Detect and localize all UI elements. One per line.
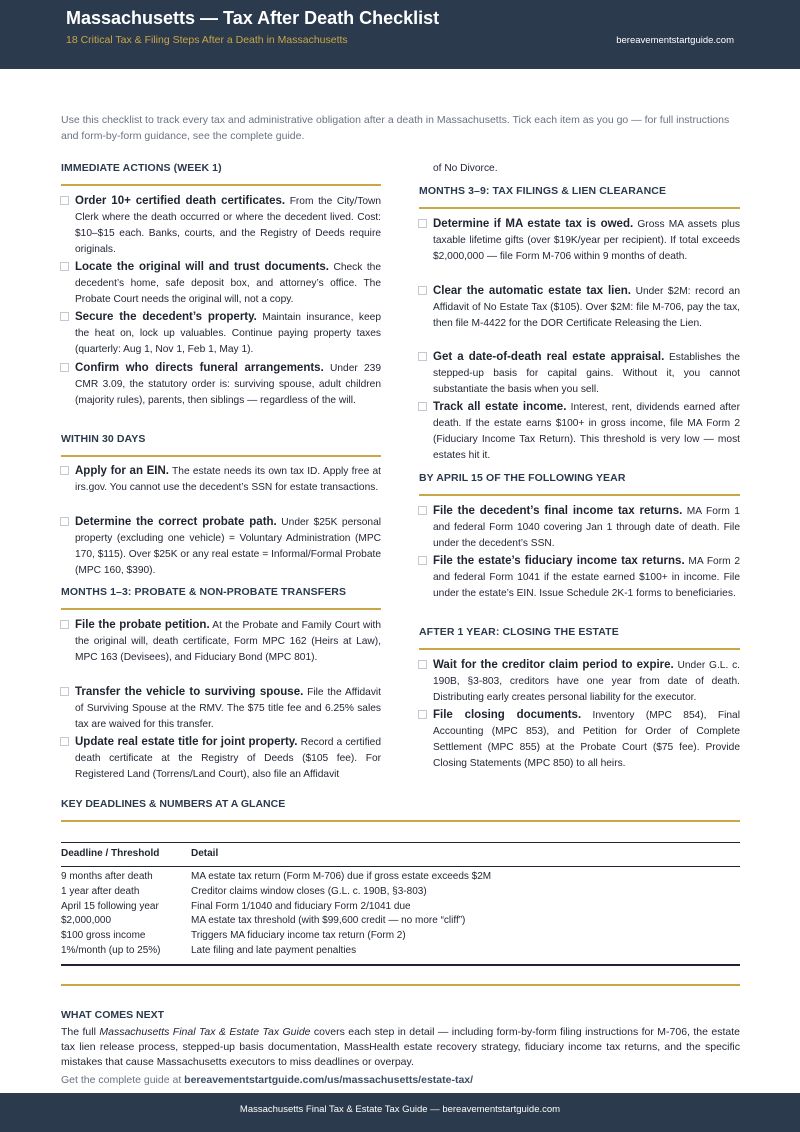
checklist-item <box>75 463 381 496</box>
item-lead: Apply for an EIN. <box>75 465 169 477</box>
table-cell: 1 year after death <box>61 885 140 897</box>
intro-text: Use this checklist to track every tax and administrative obligation after a death in Massachusetts. Tick each item as you go — for full instructions and form-by-form guidance, see the complete guide. <box>61 114 730 142</box>
table-row <box>61 871 740 886</box>
checkbox[interactable] <box>60 363 69 372</box>
checklist-item <box>433 707 740 772</box>
checklist-item <box>75 684 381 733</box>
item-text: Under $25K personal property (excluding one vehicle) = Voluntary Administration (MPC 170, $115). Over $25K or any real estate = Informal/Formal Probate (MPC 160, $390). <box>75 517 382 576</box>
checklist-item <box>433 657 740 706</box>
body-text: covers each step in detail — including form-by-form filing instructions for M-706, the estate tax lien release process, stepped-up basis documentation, MassHealth estate recovery strategy, fiduciary income tax returns, and the specific mistakes that cause Massachusetts executors to miss deadlines or overpay. <box>61 1026 740 1068</box>
table-cell: April 15 following year <box>61 900 159 912</box>
checkbox[interactable] <box>60 466 69 475</box>
checkbox[interactable] <box>60 196 69 205</box>
checklist-item <box>433 349 740 398</box>
section-rule <box>61 820 740 822</box>
section-rule <box>419 648 740 650</box>
item-text: At the Probate and Family Court with the original will, death certificate, Form MPC 162 (Heirs at Law), MPC 163 (Devisees), and Fiduciary Bond (MPC 801). <box>75 620 381 663</box>
section-heading-within30: WITHIN 30 DAYS <box>61 433 146 445</box>
checkbox[interactable] <box>60 262 69 271</box>
checkbox[interactable] <box>60 687 69 696</box>
table-cell: 1%/month (up to 25%) <box>61 944 161 956</box>
checklist-item <box>75 734 381 783</box>
item-lead: Transfer the vehicle to surviving spouse. <box>75 686 304 698</box>
section-rule <box>419 494 740 496</box>
guide-link-line <box>61 1074 473 1086</box>
item-lead: Locate the original will and trust documents. <box>75 261 329 273</box>
checkbox[interactable] <box>418 506 427 515</box>
checkbox[interactable] <box>60 517 69 526</box>
table-cell: $2,000,000 <box>61 915 112 927</box>
section-heading-after1: AFTER 1 YEAR: CLOSING THE ESTATE <box>419 626 619 638</box>
checkbox[interactable] <box>418 286 427 295</box>
item-lead: Get a date-of-death real estate appraisal. <box>433 351 665 363</box>
checklist-item <box>75 309 381 358</box>
checkbox[interactable] <box>60 312 69 321</box>
item-text: Gross MA assets plus taxable lifetime gifts (over $19K/year per recipient). If total exceeds $2,000,000 — file Form M-706 within 9 months of death. <box>433 219 741 262</box>
checklist-item <box>433 553 740 602</box>
item-text: Inventory (MPC 854), Final Accounting (MPC 853), and Petition for Order of Complete Settlement (MPC 855) at the Probate Court ($75 fee). Provide Closing Statements (MPC 850) to all heirs. <box>433 710 740 769</box>
section-heading-immediate: IMMEDIATE ACTIONS (WEEK 1) <box>61 162 222 174</box>
item-text: Under $2M: record an Affidavit of No Estate Tax ($105). Over $2M: file M-706, pay the tax, then file M-4422 for the DOR Certificate Releasing the Lien. <box>433 286 740 329</box>
deadlines-table <box>61 842 740 966</box>
checkbox[interactable] <box>418 660 427 669</box>
item-lead: File closing documents. <box>433 709 582 721</box>
page-header <box>0 0 800 69</box>
item-text: Maintain insurance, keep the heat on, lock up valuables. Continue paying property taxes (quarterly: Aug 1, Nov 1, Feb 1, May 1). <box>75 312 381 355</box>
item-lead: Secure the decedent’s property. <box>75 311 257 323</box>
section-rule <box>61 184 381 186</box>
checkbox[interactable] <box>418 219 427 228</box>
checklist-item <box>433 399 740 464</box>
item-text: File the Affidavit of Surviving Spouse at the RMV. The $75 title fee and 6.25% sales tax are waived for this transfer. <box>75 687 382 730</box>
item-continuation: of No Divorce. <box>433 163 498 174</box>
page-title: Massachusetts — Tax After Death Checklist <box>66 8 440 28</box>
item-lead: Wait for the creditor claim period to expire. <box>433 659 674 671</box>
item-text: Establishes the stepped-up basis for capital gains. Without it, you cannot substantiate the basis when you sell. <box>433 352 740 395</box>
section-rule <box>61 608 381 610</box>
table-cell: 9 months after death <box>61 871 153 882</box>
table-row <box>61 886 740 901</box>
table-cell: Final Form 1/1040 and fiduciary Form 2/1041 due <box>191 900 411 912</box>
item-lead: File the decedent’s final income tax returns. <box>433 505 683 517</box>
table-cell: MA estate tax threshold (with $99,600 credit — no more “cliff”) <box>191 915 466 927</box>
site-name: bereavementstartguide.com <box>616 35 734 46</box>
checklist-item <box>433 503 740 552</box>
table-cell: Triggers MA fiduciary income tax return (Form 2) <box>191 930 406 942</box>
item-text: MA Form 1 and federal Form 1040 covering Jan 1 through date of death. File under the decedent’s SSN. <box>433 506 740 549</box>
checklist-item <box>75 193 381 258</box>
link-prefix: Get the complete guide at <box>61 1074 185 1086</box>
column-header: Deadline / Threshold <box>61 848 160 859</box>
section-rule <box>61 455 381 457</box>
item-lead: File the probate petition. <box>75 619 210 631</box>
checklist-item <box>75 259 381 308</box>
key-deadlines-heading: KEY DEADLINES & NUMBERS AT A GLANCE <box>61 798 286 810</box>
item-lead: Determine the correct probate path. <box>75 516 277 528</box>
section-heading-april15: BY APRIL 15 OF THE FOLLOWING YEAR <box>419 472 626 484</box>
section-rule <box>61 984 740 986</box>
table-cell: Late filing and late payment penalties <box>191 944 357 956</box>
guide-link[interactable]: bereavementstartguide.com/us/massachusetts/estate-tax/ <box>184 1074 474 1086</box>
checkbox[interactable] <box>418 352 427 361</box>
what-comes-next-heading: WHAT COMES NEXT <box>61 1009 165 1021</box>
item-lead: Clear the automatic estate tax lien. <box>433 285 631 297</box>
table-cell: MA estate tax return (Form M-706) due if gross estate exceeds $2M <box>191 871 492 882</box>
section-heading-months39: MONTHS 3–9: TAX FILINGS & LIEN CLEARANCE <box>419 185 667 197</box>
section-heading-months13: MONTHS 1–3: PROBATE & NON-PROBATE TRANSFERS <box>61 586 347 598</box>
item-text: MA Form 2 and federal Form 1041 if the estate earned $100+ in income. File under the estate’s EIN. Issue Schedule 2K-1 forms to beneficiaries. <box>433 556 740 599</box>
checklist-item <box>75 617 381 666</box>
checkbox[interactable] <box>418 556 427 565</box>
item-text: Under G.L. c. 190B, §3-803, creditors have one year from date of death. Distributing early creates personal liability for the executor. <box>433 660 740 703</box>
table-cell: $100 gross income <box>61 930 146 942</box>
checklist-item <box>433 216 740 265</box>
what-comes-next-body <box>61 1025 740 1070</box>
item-lead: File the estate’s fiduciary income tax returns. <box>433 555 685 567</box>
section-rule <box>419 207 740 209</box>
guide-title: Massachusetts Final Tax & Estate Tax Guide <box>99 1026 311 1038</box>
checklist-item <box>75 514 381 579</box>
table-row <box>61 901 740 916</box>
item-lead: Confirm who directs funeral arrangements. <box>75 362 324 374</box>
item-text: Record a certified death certificate at the Registry of Deeds ($105 fee). For Registered Land (Torrens/Land Court), also file an Affidavit <box>75 737 381 780</box>
table-header <box>61 843 740 867</box>
table-row <box>61 915 740 930</box>
table-row <box>61 945 740 960</box>
table-cell: Creditor claims window closes (G.L. c. 190B, §3-803) <box>191 885 427 897</box>
item-lead: Track all estate income. <box>433 401 567 413</box>
item-text: Interest, rent, dividends earned after death. If the estate earns $100+ in gross income, file MA Form 2 (Fiduciary Income Tax Return). This threshold is very low — most estates hit it. <box>433 402 740 461</box>
table-row <box>61 930 740 945</box>
checkbox[interactable] <box>418 402 427 411</box>
item-text: From the City/Town Clerk where the death occurred or where the decedent lived. Cost: $10–$15 each. Banks, courts, and the Registry of Deeds require originals. <box>75 196 382 255</box>
item-lead: Order 10+ certified death certificates. <box>75 195 286 207</box>
item-lead: Determine if MA estate tax is owed. <box>433 218 634 230</box>
checklist-item <box>75 360 381 409</box>
checkbox[interactable] <box>60 620 69 629</box>
checkbox[interactable] <box>418 710 427 719</box>
checkbox[interactable] <box>60 737 69 746</box>
item-text: The estate needs its own tax ID. Apply free at irs.gov. You cannot use the decedent’s SSN for estate transactions. <box>75 466 381 493</box>
checklist-item <box>433 283 740 332</box>
table-body <box>61 867 740 964</box>
column-header: Detail <box>191 848 219 859</box>
item-lead: Update real estate title for joint property. <box>75 736 298 748</box>
body-text: The full <box>61 1026 100 1038</box>
footer-text: Massachusetts Final Tax & Estate Tax Guide — bereavementstartguide.com <box>239 1104 561 1115</box>
item-text: Check the decedent’s home, safe deposit box, and attorney’s office. The Probate Court needs the original will, not a copy. <box>75 262 381 305</box>
item-text: Under 239 CMR 3.09, the statutory order is: surviving spouse, adult children (majority rules), parents, then siblings — regardless of the will. <box>75 363 381 406</box>
page-footer <box>0 1093 800 1132</box>
page-subtitle: 18 Critical Tax & Filing Steps After a Death in Massachusetts <box>66 34 348 46</box>
